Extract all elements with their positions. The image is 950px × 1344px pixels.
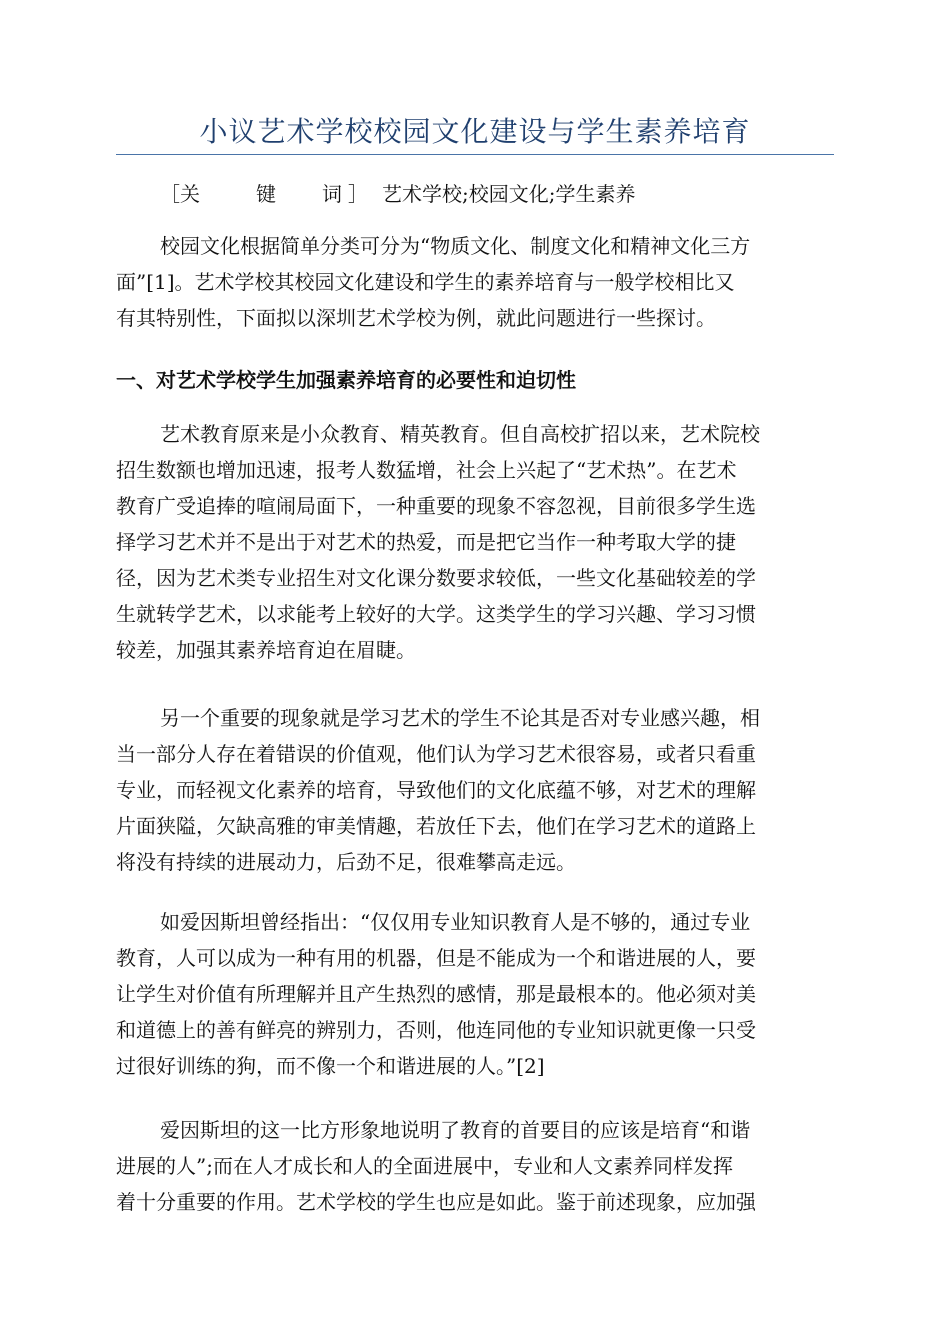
line-text: 另一个重要的现象就是学习艺术的学生不论其是否对专业感兴趣，相 <box>160 706 760 730</box>
line-text: 招生数额也增加迅速，报考人数猛增，社会上兴起了“艺术热”。在艺术 <box>116 458 737 482</box>
text-line <box>116 524 834 560</box>
text-line <box>116 1048 834 1084</box>
line-text: 教育，人可以成为一种有用的机器，但是不能成为一个和谐进展的人，要 <box>116 946 756 970</box>
line-text: 过很好训练的狗，而不像一个和谐进展的人。”[2] <box>116 1054 545 1078</box>
text-line <box>116 844 834 880</box>
line-text: 面”[1]。艺术学校其校园文化建设和学生的素养培育与一般学校相比又 <box>116 270 735 294</box>
text-line <box>116 300 834 336</box>
line-text: 当一部分人存在着错误的价值观，他们认为学习艺术很容易，或者只看重 <box>116 742 756 766</box>
keywords-bracket-open: ［ <box>160 182 180 206</box>
text-line <box>116 940 834 976</box>
line-text: 教育广受追捧的喧闹局面下，一种重要的现象不容忽视，目前很多学生选 <box>116 494 756 518</box>
keywords-bracket-close: ］ <box>348 182 368 206</box>
title-underline <box>116 154 834 155</box>
paragraph-3 <box>116 904 834 1084</box>
text-line <box>116 632 834 668</box>
keywords-label-char: 关 <box>180 182 200 206</box>
line-text: 有其特别性，下面拟以深圳艺术学校为例，就此问题进行一些探讨。 <box>116 306 716 330</box>
text-line <box>116 1148 834 1184</box>
text-line <box>116 228 834 264</box>
line-text: 专业，而轻视文化素养的培育，导致他们的文化底蕴不够，对艺术的理解 <box>116 778 756 802</box>
paragraph-1 <box>116 416 834 668</box>
text-line <box>116 1184 834 1220</box>
text-line <box>116 452 834 488</box>
keywords-label-char: 键 <box>256 182 276 206</box>
text-line <box>116 416 834 452</box>
text-line <box>116 596 834 632</box>
text-line <box>116 560 834 596</box>
line-text: 较差，加强其素养培育迫在眉睫。 <box>116 638 416 662</box>
line-text: 校园文化根据简单分类可分为“物质文化、制度文化和精神文化三方 <box>160 234 751 258</box>
line-text: 爱因斯坦的这一比方形象地说明了教育的首要目的应该是培育“和谐 <box>160 1118 751 1142</box>
text-line <box>116 1012 834 1048</box>
text-line <box>116 976 834 1012</box>
line-text: 将没有持续的进展动力，后劲不足，很难攀高走远。 <box>116 850 576 874</box>
paragraph-2 <box>116 700 834 880</box>
keywords-label-char: 词 <box>322 182 342 206</box>
keywords-line <box>160 176 635 212</box>
line-text: 片面狭隘，欠缺高雅的审美情趣，若放任下去，他们在学习艺术的道路上 <box>116 814 756 838</box>
section-heading: 一、对艺术学校学生加强素养培育的必要性和迫切性 <box>116 368 576 392</box>
line-text: 如爱因斯坦曾经指出：“仅仅用专业知识教育人是不够的，通过专业 <box>160 910 751 934</box>
text-line <box>116 808 834 844</box>
text-line <box>116 904 834 940</box>
text-line <box>116 1112 834 1148</box>
line-text: 着十分重要的作用。艺术学校的学生也应是如此。鉴于前述现象，应加强 <box>116 1190 756 1214</box>
line-text: 和道德上的善有鲜亮的辨别力，否则，他连同他的专业知识就更像一只受 <box>116 1018 756 1042</box>
text-line <box>116 736 834 772</box>
line-text: 进展的人”;而在人才成长和人的全面进展中，专业和人文素养同样发挥 <box>116 1154 733 1178</box>
text-line <box>116 264 834 300</box>
line-text: 择学习艺术并不是出于对艺术的热爱，而是把它当作一种考取大学的捷 <box>116 530 736 554</box>
keywords-value: 艺术学校;校园文化;学生素养 <box>382 182 636 206</box>
text-line <box>116 488 834 524</box>
document-title: 小议艺术学校校园文化建设与学生素养培育 <box>199 115 751 148</box>
text-line <box>116 772 834 808</box>
line-text: 生就转学艺术，以求能考上较好的大学。这类学生的学习兴趣、学习习惯 <box>116 602 756 626</box>
line-text: 艺术教育原来是小众教育、精英教育。但自高校扩招以来，艺术院校 <box>160 422 760 446</box>
text-line <box>116 700 834 736</box>
paragraph-4 <box>116 1112 834 1220</box>
line-text: 径，因为艺术类专业招生对文化课分数要求较低，一些文化基础较差的学 <box>116 566 756 590</box>
line-text: 让学生对价值有所理解并且产生热烈的感情，那是最根本的。他必须对美 <box>116 982 756 1006</box>
intro-paragraph <box>116 228 834 336</box>
